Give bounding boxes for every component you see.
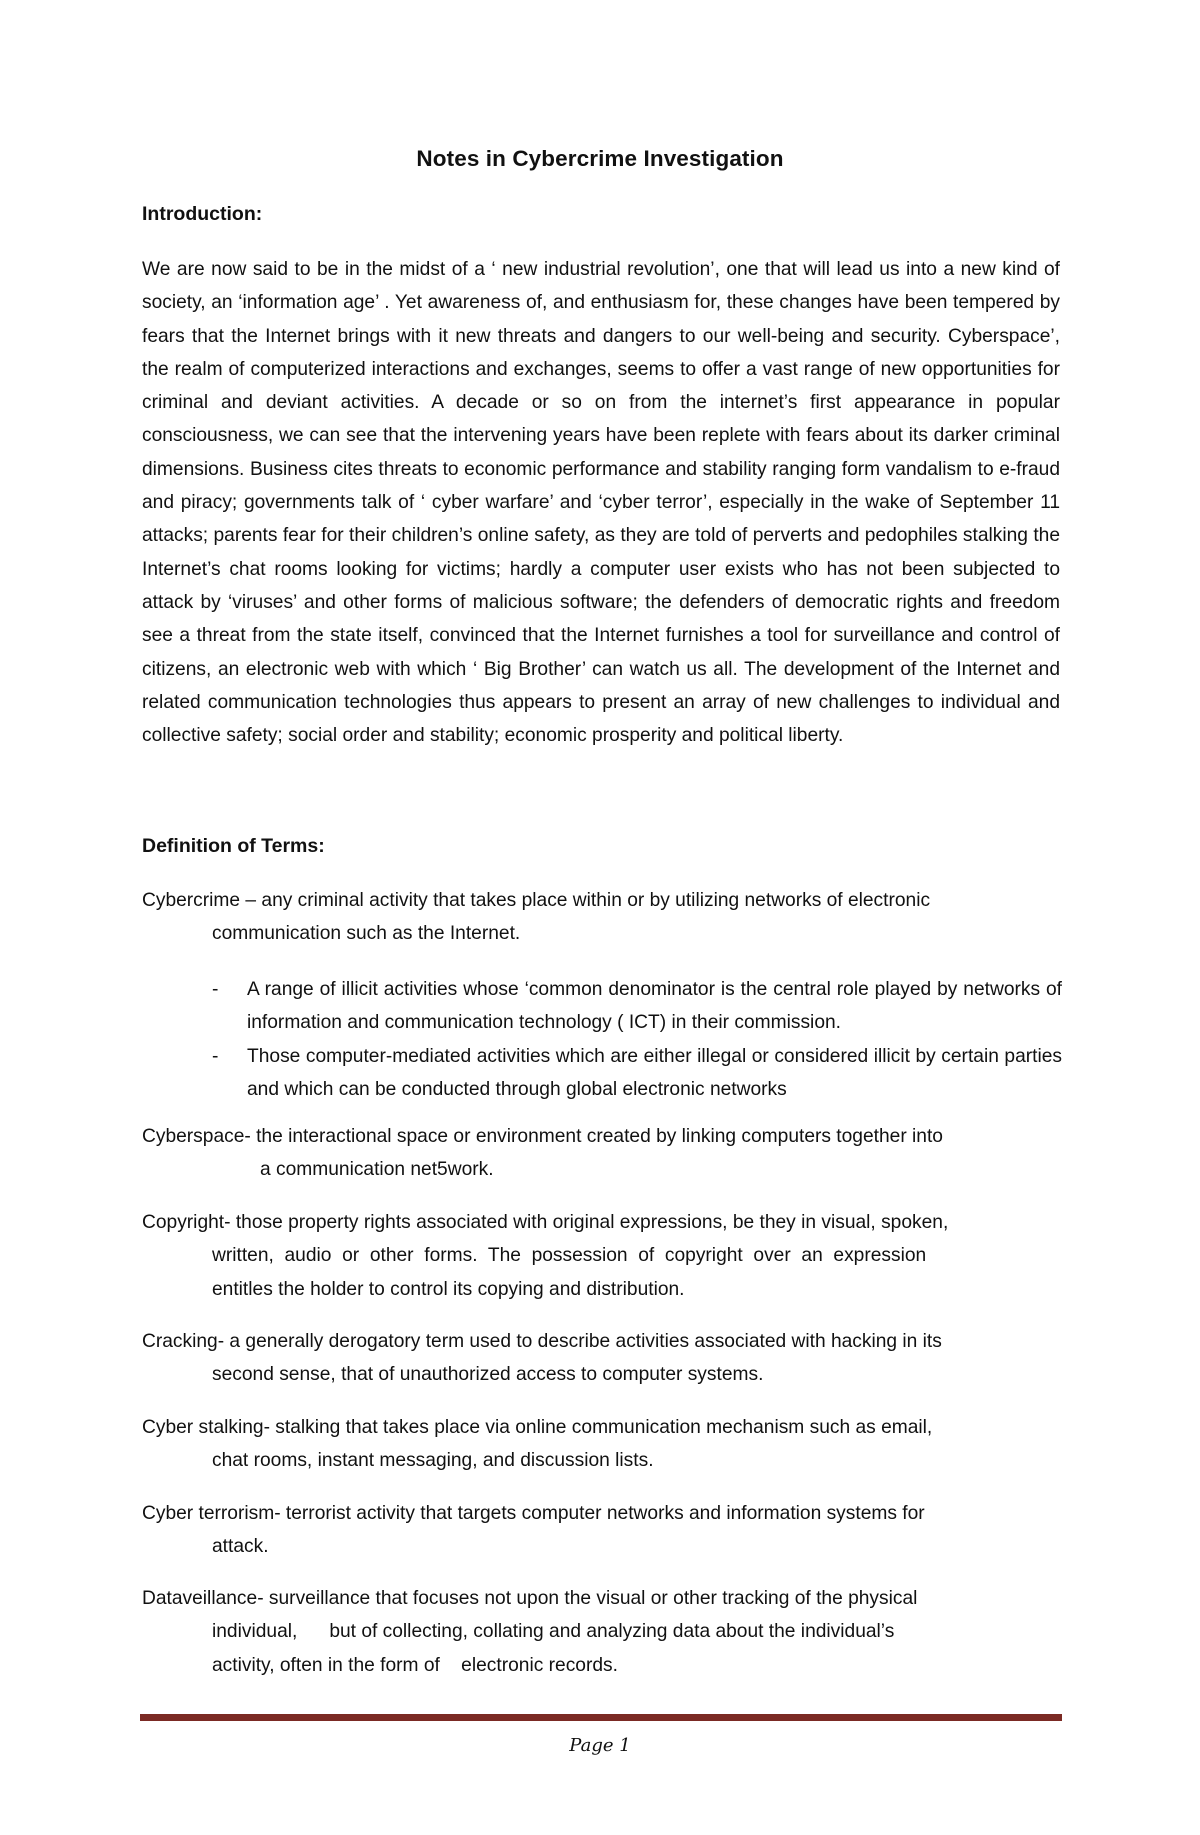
definition-dataveillance [142, 1582, 1062, 1682]
definition-line: Dataveillance- surveillance that focuses not upon the visual or other tracking of the physical [142, 1588, 918, 1609]
bullet-dash: - [212, 979, 219, 1000]
definition-line: Cybercrime – any criminal activity that takes place within or by utilizing networks of electronic [142, 890, 931, 911]
definitions-heading: Definition of Terms: [142, 835, 325, 857]
definition-line: Copyright- those property rights associated with original expressions, be they in visual, spoken, [142, 1212, 949, 1233]
definition-cyberspace [142, 1120, 1062, 1187]
definition-line: communication such as the Internet. [212, 923, 521, 945]
definition-line: second sense, that of unauthorized access to computer systems. [212, 1364, 764, 1386]
introduction-paragraph: We are now said to be in the midst of a ‘ new industrial revolution’, one that will lead us into a new kind of society, an ‘information age’ . Yet awareness of, and enthusiasm for, these changes have been tempered by fears that the Internet brings with it new threats and dangers to our well-being and security. Cyberspace’, the realm of computerized interactions and exchanges, seems to offer a vast range of new opportunities for criminal and deviant activities. A decade or so on from the internet’s first appearance in popular consciousness, we can see that the intervening years have been replete with fears about its darker criminal dimensions. Business cites threats to economic performance and stability ranging form vandalism to e-fraud and piracy; governments talk of ‘ cyber warfare’ and ‘cyber terror’, especially in the wake of September 11 attacks; parents fear for their children’s online safety, as they are told of perverts and pedophiles stalking the Internet’s chat rooms looking for victims; hardly a computer user exists who has not been subjected to attack by ‘viruses’ and other forms of malicious software; the defenders of democratic rights and freedom see a threat from the state itself, convinced that the Internet furnishes a tool for surveillance and control of citizens, an electronic web with which ‘ Big Brother’ can watch us all. The development of the Internet and related communication technologies thus appears to present an array of new challenges to individual and collective safety; social order and stability; economic prosperity and political liberty. [142, 259, 1060, 747]
definition-line: a communication net5work. [260, 1159, 494, 1181]
definition-line: written, audio or other forms. The possession of copyright over an expression [212, 1245, 927, 1267]
document-title: Notes in Cybercrime Investigation [416, 146, 784, 171]
definition-line: entitles the holder to control its copying and distribution. [212, 1278, 685, 1300]
definition-cracking [142, 1325, 1062, 1392]
page-number: Page 1 [569, 1735, 631, 1756]
list-item-text: Those computer-mediated activities which are either illegal or considered illicit by certain parties and which can be conducted through global electronic networks [247, 1045, 1062, 1100]
list-item [212, 1040, 1062, 1107]
cybercrime-bullet-list [212, 973, 1062, 1106]
definition-line: Cracking- a generally derogatory term used to describe activities associated with hacking in its [142, 1331, 942, 1352]
definition-line: activity, often in the form of electronic records. [212, 1654, 618, 1676]
definition-copyright [142, 1206, 1062, 1306]
list-item-text: A range of illicit activities whose ‘common denominator is the central role played by networks of information and communication technology ( ICT) in their commission. [247, 979, 1062, 1034]
definition-line: Cyber stalking- stalking that takes place via online communication mechanism such as email, [142, 1417, 933, 1438]
footer-divider [140, 1714, 1062, 1721]
definition-line: chat rooms, instant messaging, and discussion lists. [212, 1450, 654, 1472]
list-item [212, 973, 1062, 1040]
definition-line: individual, but of collecting, collating and analyzing data about the individual’s [212, 1621, 895, 1643]
definition-cybercrime [142, 884, 1062, 951]
definition-line: Cyber terrorism- terrorist activity that targets computer networks and information systems for [142, 1503, 925, 1524]
definition-cyber-terrorism [142, 1497, 1062, 1564]
definition-cyber-stalking [142, 1411, 1062, 1478]
introduction-heading: Introduction: [142, 203, 263, 225]
definition-line: attack. [212, 1536, 269, 1558]
bullet-dash: - [212, 1045, 219, 1067]
definition-line: Cyberspace- the interactional space or environment created by linking computers together into [142, 1126, 943, 1147]
